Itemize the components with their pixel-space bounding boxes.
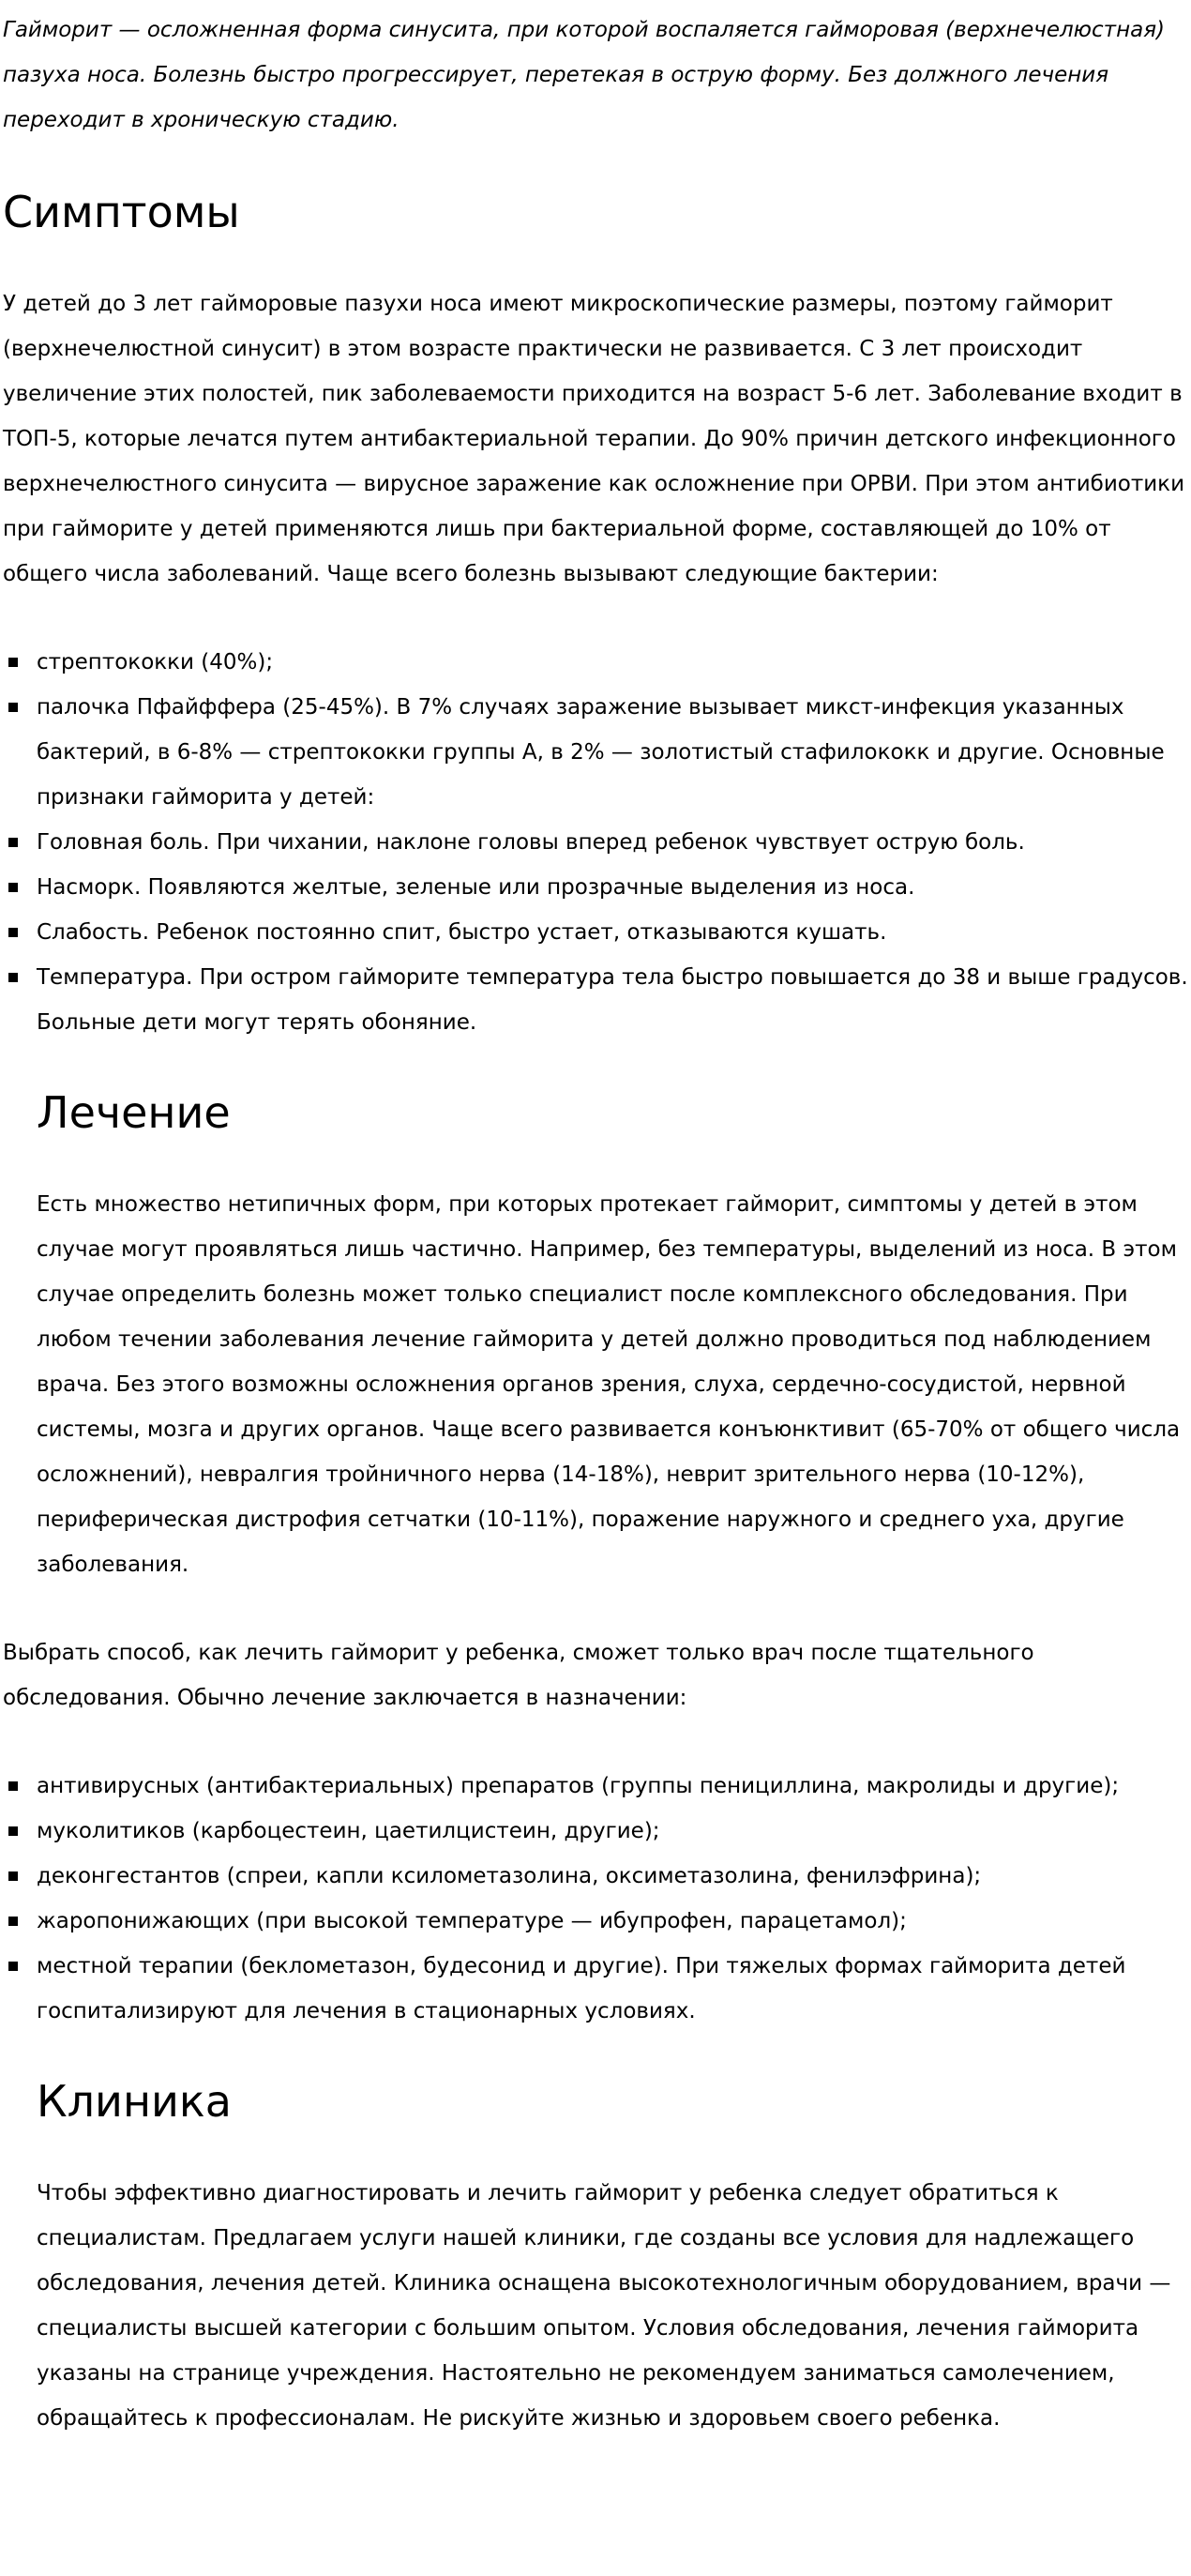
bullet-square-icon — [8, 883, 18, 892]
list-item-text: Температура. При остром гайморите температура тела быстро повышается до 38 и выше градусов. Больные дети могут терять обоняние. — [37, 965, 1188, 1035]
list-item-text: Насморк. Появляются желтые, зеленые или прозрачные выделения из носа. — [37, 875, 915, 900]
list-item-text: жаропонижающих (при высокой температуре — ибупрофен, парацетамол); — [37, 1909, 907, 1933]
list-item-text: палочка Пфайффера (25-45%). В 7% случаях заражение вызывает микст-инфекция указанных бактерий, в 6-8% — стрептококки группы А, в 2% — золотистый стафилококк и другие. Основные признаки гайморита у детей: — [37, 695, 1165, 810]
clinic-paragraph: Чтобы эффективно диагностировать и лечить гайморит у ребенка следует обратиться к специалистам. Предлагаем услуги нашей клиники, где созданы все условия для надлежащего обследования, лечения детей. Клиника оснащена высокотехнологичным оборудованием, врачи — специалисты высшей категории с большим опытом. Условия обследования, лечения гайморита указаны на странице учреждения. Настоятельно не рекомендуем заниматься самолечением, обращайтесь к профессионалам. Не рискуйте жизнью и здоровьем своего ребенка. — [37, 2181, 1171, 2431]
list-item — [3, 1899, 1188, 1944]
list-item-text: муколитиков (карбоцестеин, цаетилцистеин, другие); — [37, 1819, 660, 1843]
intro-paragraph: Гайморит — осложненная форма синусита, при которой воспаляется гайморовая (верхнечелюстная) пазуха носа. Болезнь быстро прогрессирует, перетекая в острую форму. Без должного лечения переходит в хроническую стадию. — [3, 18, 1166, 132]
list-item — [3, 955, 1188, 1045]
list-item — [3, 910, 1188, 955]
list-item-text: стрептококки (40%); — [37, 650, 274, 674]
treatment-choice-paragraph: Выбрать способ, как лечить гайморит у ребенка, сможет только врач после тщательного обследования. Обычно лечение заключается в назначении: — [3, 1641, 1034, 1710]
bullet-square-icon — [8, 1826, 18, 1836]
list-item — [3, 640, 1188, 685]
list-item — [3, 1854, 1188, 1899]
bullet-square-icon — [8, 838, 18, 847]
bullet-square-icon — [8, 703, 18, 712]
section-heading-symptoms: Симптомы — [3, 187, 240, 237]
list-item — [3, 1809, 1188, 1854]
list-item-text: антивирусных (антибактериальных) препаратов (группы пенициллина, макролиды и другие); — [37, 1774, 1120, 1798]
list-item-text: Слабость. Ребенок постоянно спит, быстро устает, отказываются кушать. — [37, 920, 887, 945]
clinic-section — [37, 2075, 1188, 2441]
bullet-square-icon — [8, 1871, 18, 1881]
symptoms-paragraph: У детей до 3 лет гайморовые пазухи носа имеют микроскопические размеры, поэтому гайморит (верхнечелюстной синусит) в этом возрасте практически не развивается. С 3 лет происходит увеличение этих полостей, пик заболеваемости приходится на возраст 5-6 лет. Заболевание входит в ТОП-5, которые лечатся путем антибактериальной терапии. До 90% причин детского инфекционного верхнечелюстного синусита — вирусное заражение как осложнение при ОРВИ. При этом антибиотики при гайморите у детей применяются лишь при бактериальной форме, составляющей до 10% от общего числа заболеваний. Чаще всего болезнь вызывают следующие бактерии: — [3, 292, 1185, 586]
list-item-text: Головная боль. При чихании, наклоне головы вперед ребенок чувствует острую боль. — [37, 830, 1025, 855]
treatment-list — [3, 1764, 1188, 2034]
list-item-text: деконгестантов (спреи, капли ксилометазолина, оксиметазолина, фенилэфрина); — [37, 1864, 982, 1888]
bullet-square-icon — [8, 1962, 18, 1971]
bullet-square-icon — [8, 973, 18, 982]
list-item — [3, 685, 1188, 820]
section-heading-clinic: Клиника — [37, 2076, 232, 2127]
list-item — [3, 1944, 1188, 2034]
treatment-paragraph: Есть множество нетипичных форм, при которых протекает гайморит, симптомы у детей в этом случае могут проявляться лишь частично. Например, без температуры, выделений из носа. В этом случае определить болезнь может только специалист после комплексного обследования. При любом течении заболевания лечение гайморита у детей должно проводиться под наблюдением врача. Без этого возможны осложнения органов зрения, слуха, сердечно-сосудистой, нервной системы, мозга и других органов. Чаще всего развивается конъюнктивит (65-70% от общего числа осложнений), невралгия тройничного нерва (14-18%), неврит зрительного нерва (10-12%), периферическая дистрофия сетчатки (10-11%), поражение наружного и среднего уха, другие заболевания. — [37, 1192, 1181, 1577]
bullet-square-icon — [8, 1917, 18, 1926]
list-item — [3, 865, 1188, 910]
symptoms-list — [3, 640, 1188, 1045]
bullet-square-icon — [8, 1781, 18, 1791]
bullet-square-icon — [8, 928, 18, 937]
treatment-section — [37, 1086, 1188, 1587]
list-item-text: местной терапии (беклометазон, будесонид и другие). При тяжелых формах гайморита детей госпитализируют для лечения в стационарных условиях. — [37, 1954, 1126, 2023]
bullet-square-icon — [8, 658, 18, 667]
list-item — [3, 820, 1188, 865]
list-item — [3, 1764, 1188, 1809]
section-heading-treatment: Лечение — [37, 1087, 231, 1138]
